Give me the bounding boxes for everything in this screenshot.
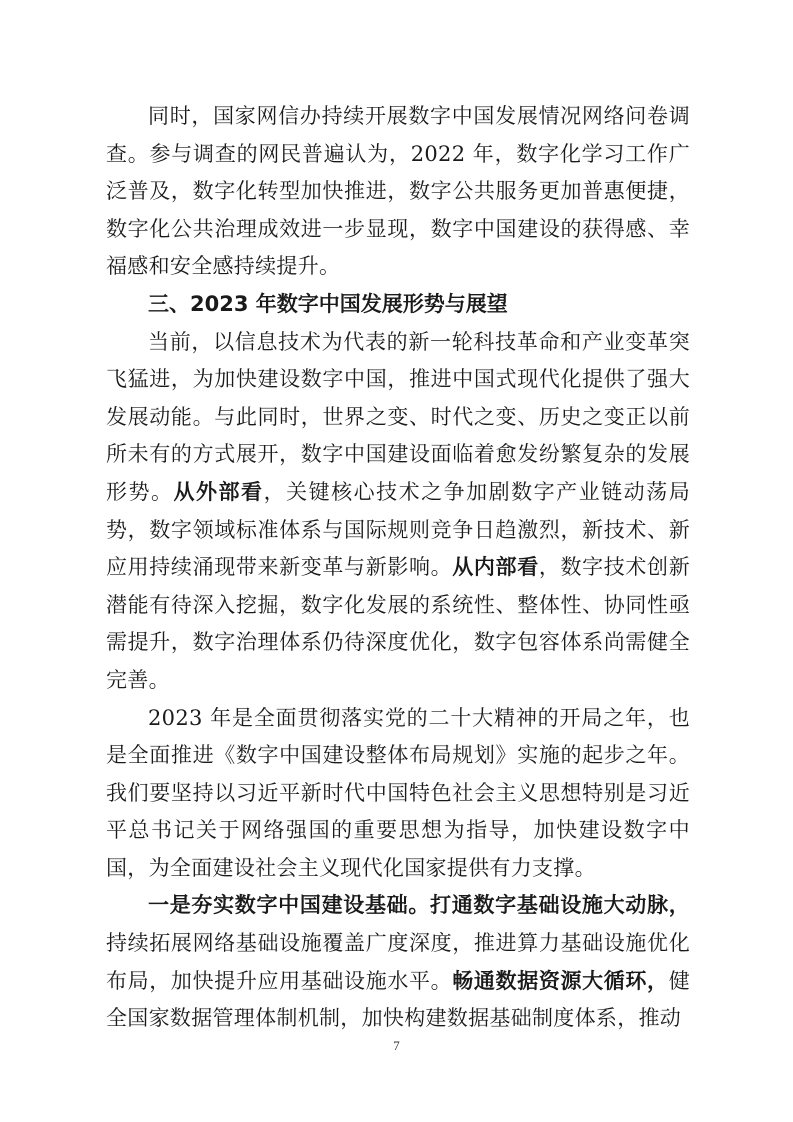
document-body	[106, 98, 690, 1038]
page-number: 7	[393, 1038, 400, 1053]
paragraph-situation	[106, 324, 690, 700]
paragraph-text: 持续拓展网络基础设施覆盖广度深度，推进算力基础设施优化布局，加快提升应用基础设施水平。	[106, 931, 690, 993]
bold-phrase-data: 畅通数据资源大循环，	[452, 968, 669, 993]
bold-phrase-foundation: 一是夯实数字中国建设基础。打通数字基础设施大动脉，	[148, 893, 690, 918]
section-heading: 三、2023 年数字中国发展形势与展望	[148, 291, 508, 316]
paragraph-text: ，关键核心技术之争加剧数字产业链动荡局势，数字领域标准体系与国际规则竞争日趋激烈，新技术、新应用持续涌现带来新变革与新影响。	[106, 479, 690, 580]
paragraph-survey: 同时，国家网信办持续开展数字中国发展情况网络问卷调查。参与调查的网民普遍认为，2022 年，数字化学习工作广泛普及，数字化转型加快推进，数字公共服务更加普惠便捷，数字化公共治理成效进一步显现，数字中国建设的获得感、幸福感和安全感持续提升。	[106, 104, 690, 279]
paragraph-foundation	[106, 887, 690, 1037]
paragraph-text: 当前，以信息技术为代表的新一轮科技革命和产业变革突飞猛进，为加快建设数字中国，推进中国式现代化提供了强大发展动能。与此同时，世界之变、时代之变、历史之变正以前所未有的方式展开，数字中国建设面临着愈发纷繁复杂的发展形势。	[106, 329, 690, 504]
bold-phrase-external: 从外部看	[173, 479, 264, 504]
paragraph-text: 健全国家数据管理体制机制，加快构建数据基础制度体系，推动	[106, 968, 690, 1031]
paragraph-2023: 2023 年是全面贯彻落实党的二十大精神的开局之年，也是全面推进《数字中国建设整体布局规划》实施的起步之年。我们要坚持以习近平新时代中国特色社会主义思想特别是习近平总书记关于网络强国的重要思想为指导，加快建设数字中国，为全面建设社会主义现代化国家提供有力支撑。	[106, 705, 690, 880]
paragraph-text: ，数字技术创新潜能有待深入挖掘，数字化发展的系统性、整体性、协同性亟需提升，数字治理体系仍待深度优化，数字包容体系尚需健全完善。	[106, 555, 690, 692]
bold-phrase-internal: 从内部看	[452, 555, 539, 580]
